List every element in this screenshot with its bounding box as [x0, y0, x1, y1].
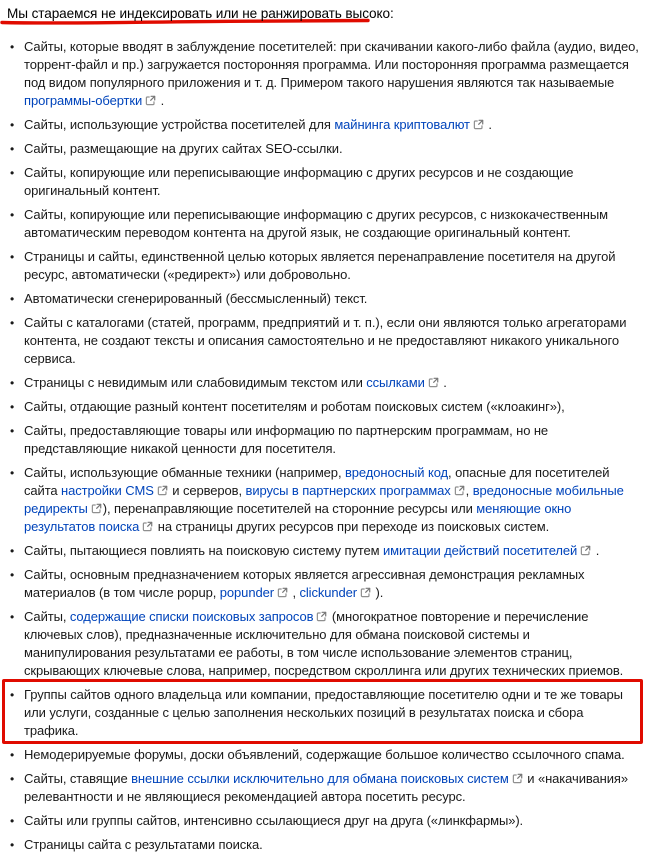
- text-link[interactable]: имитации действий посетителей: [382, 543, 578, 558]
- text-link[interactable]: программы-обертки: [24, 93, 143, 108]
- red-box-annotation: [2, 679, 643, 744]
- external-link-icon: [512, 773, 523, 784]
- external-link-icon: [145, 95, 156, 106]
- text-link[interactable]: popunder: [219, 585, 274, 600]
- list-item: • Сайты, пытающиеся повлиять на поисковую систему путем имитации действий посетителей .: [7, 542, 640, 560]
- list-item: • Сайты с каталогами (статей, программ, предприятий и т. п.), если они являются только агрегаторами контента, не создают тексты и описания самостоятельно и не предоставляют никакого уникального сервиса.: [7, 314, 640, 368]
- text-link[interactable]: вредоносный код: [344, 465, 449, 480]
- list-item: • Сайты, отдающие разный контент посетителям и роботам поисковых систем («клоакинг»),: [7, 398, 640, 416]
- external-link-icon: [473, 119, 484, 130]
- list-item: • Страницы с невидимым или слабовидимым текстом или ссылками .: [7, 374, 640, 392]
- list-item: • Автоматически сгенерированный (бессмысленный) текст.: [7, 290, 640, 308]
- list-item: • Сайты, использующие обманные техники (например, вредоносный код, опасные для посетителей сайта настройки CMS и серверов, вирусы в партнерских программах , вредоносные мобильные редиректы ), перенаправляющие посетителей на сторонние ресурсы или меняющие окно результатов поиска на страницы других ресурсов при переходе из поисковых систем.: [7, 464, 640, 536]
- page-title: Мы стараемся не индексировать или не ранжировать высоко:: [7, 6, 394, 21]
- list-item: • Сайты или группы сайтов, интенсивно ссылающиеся друг на друга («линкфармы»).: [7, 812, 640, 830]
- list-item: • Немодерируемые форумы, доски объявлений, содержащие большое количество ссылочного спама.: [7, 746, 640, 764]
- external-link-icon: [580, 545, 591, 556]
- list-item: • Сайты, основным предназначением которых является агрессивная демонстрация рекламных материалов (в том числе popup, popunder , clickunder ).: [7, 566, 640, 602]
- text-link[interactable]: меняющие окно результатов поиска: [24, 501, 572, 534]
- text-link[interactable]: clickunder: [299, 585, 358, 600]
- list-item: • Страницы сайта с результатами поиска.: [7, 836, 640, 854]
- external-link-icon: [91, 503, 102, 514]
- text-link[interactable]: внешние ссылки исключительно для обмана поисковых систем: [131, 771, 509, 786]
- text-link[interactable]: майнинга криптовалют: [334, 117, 470, 132]
- text-link[interactable]: ссылками: [366, 375, 425, 390]
- text-link[interactable]: вредоносные мобильные редиректы: [24, 483, 624, 516]
- list-item: • Сайты, размещающие на других сайтах SEO-ссылки.: [7, 140, 640, 158]
- list-item: • Сайты, копирующие или переписывающие информацию с других ресурсов, с низкокачественным автоматическим переводом контента на другой язык, не создающие оригинальный контент.: [7, 206, 640, 242]
- external-link-icon: [142, 521, 153, 532]
- list-item: • Сайты, ставящие внешние ссылки исключительно для обмана поисковых систем и «накачивания» релевантности и не являющиеся рекомендацией автора посетить ресурс.: [7, 770, 640, 806]
- text-link[interactable]: содержащие списки поисковых запросов: [69, 609, 314, 624]
- list-item: • Группы сайтов одного владельца или компании, предоставляющие посетителю одни и те же товары или услуги, созданные с целью заполнения нескольких позиций в результатах поиска и сбора трафика.: [7, 686, 640, 740]
- violations-list: [7, 38, 640, 854]
- list-item: • Сайты, которые вводят в заблуждение посетителей: при скачивании какого-либо файла (аудио, видео, торрент-файл и пр.) загружается посторонняя программа. Или посторонняя программа размещается под видом популярного приложения и т. д. Примером такого нарушения являются так называемые программы-обертки .: [7, 38, 640, 110]
- external-link-icon: [316, 611, 327, 622]
- text-link[interactable]: вирусы в партнерских программах: [245, 483, 451, 498]
- external-link-icon: [428, 377, 439, 388]
- list-item: • Сайты, содержащие списки поисковых запросов (многократное повторение и перечисление ключевых слов), предназначенные исключительно для обмана поисковой системы и манипулирования результатами ее работы, в том числе использование элементов страниц, скрывающих ключевые слова, например, посредством скроллинга или других технических приемов.: [7, 608, 640, 680]
- list-item: • Сайты, использующие устройства посетителей для майнинга криптовалют .: [7, 116, 640, 134]
- external-link-icon: [454, 485, 465, 496]
- list-item: • Сайты, предоставляющие товары или информацию по партнерским программам, но не представляющие никакой ценности для посетителя.: [7, 422, 640, 458]
- list-item: • Сайты, копирующие или переписывающие информацию с других ресурсов и не создающие оригинальный контент.: [7, 164, 640, 200]
- list-item: • Страницы и сайты, единственной целью которых является перенаправление посетителя на другой ресурс, автоматически («редирект») или добровольно.: [7, 248, 640, 284]
- external-link-icon: [360, 587, 371, 598]
- external-link-icon: [157, 485, 168, 496]
- external-link-icon: [277, 587, 288, 598]
- text-link[interactable]: настройки CMS: [61, 483, 154, 498]
